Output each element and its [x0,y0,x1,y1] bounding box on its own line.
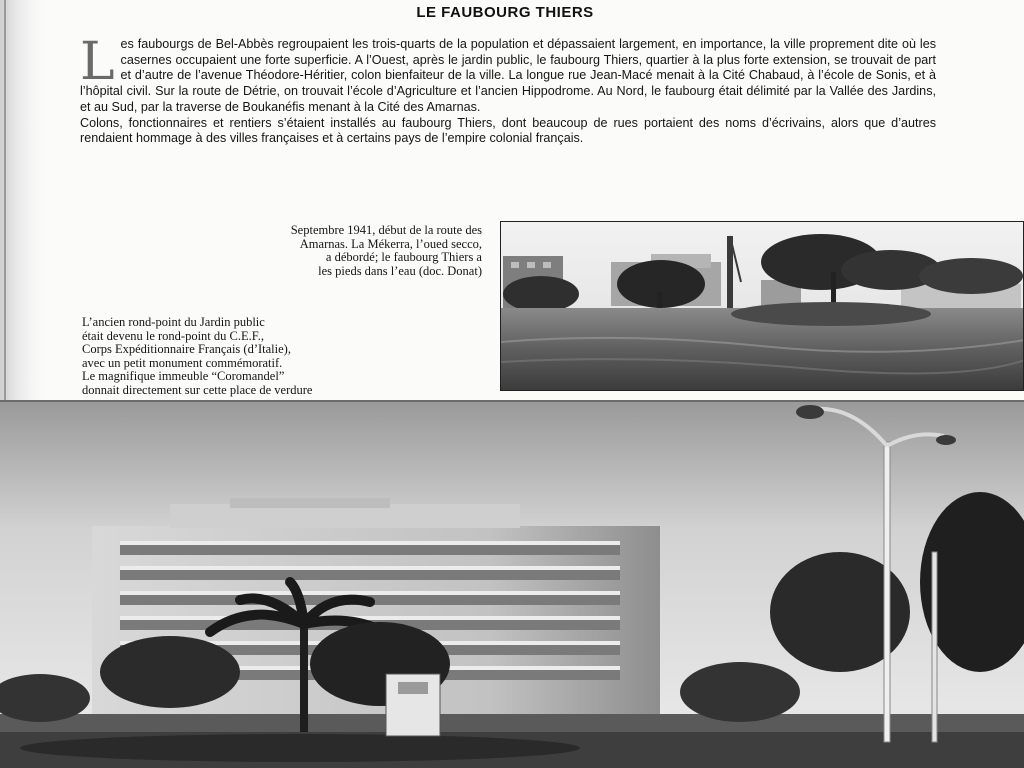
book-spine [0,0,46,405]
roundabout-caption-line: était devenu le rond-point du C.E.F., [82,328,264,343]
building-photo [0,402,1024,768]
roundabout-caption [82,316,482,397]
drop-cap: L [80,32,115,92]
flood-caption-line: Amarnas. La Mékerra, l’oued secco, [299,236,482,251]
roundabout-caption-line: avec un petit monument commémoratif. [82,355,283,370]
paragraph-1: es faubourgs de Bel-Abbès regroupaient les trois-quarts de la population et dépassaient largement, en importance, la ville proprement dite où les casernes occupaient une forte superficie. A l’Ouest, après le jardin public, le faubourg Thiers, quartier à la plus forte extension, se trouvait de part et d’autre de l’avenue Théodore-Héritier, colon bienfaiteur de la ville. La longue rue Jean-Macé menait à la Cité Chabaud, à l’école de Sonis, et à l’hôpital civil. Sur la route de Détrie, on trouvait l’école d’Agriculture et l’ancien Hippodrome. Au Nord, le faubourg était délimité par la Vallée des Jardins, et au Sud, par la traverse de Boukanéfis menant à la Cité des Amarnas. [80,37,936,114]
roundabout-caption-line: Le magnifique immeuble “Coromandel” [82,369,285,383]
flood-photo [500,221,1024,391]
flood-caption-line: Septembre 1941, début de la route des [290,223,482,237]
roundabout-caption-line: L’ancien rond-point du Jardin public [82,315,265,329]
flood-caption-line: les pieds dans l’eau (doc. Donat) [318,263,482,278]
roundabout-caption-line: donnait directement sur cette place de verdure [82,382,313,397]
article-body [80,32,936,147]
roundabout-caption-line: Corps Expéditionnaire Français (d’Italie), [82,342,291,356]
page-title: LE FAUBOURG THIERS [416,4,594,21]
flood-caption-line: a débordé; le faubourg Thiers a [325,250,482,264]
flood-photo-icon [501,222,1024,391]
coromandel-building-photo-icon [0,402,1024,768]
paragraph-2: Colons, fonctionnaires et rentiers s’étaient installés au faubourg Thiers, dont beaucoup de rues portaient des noms d’écrivains, alors que d’autres rendaient hommage à des villes françaises et à certains pays de l’empire colonial français. [80,115,936,146]
flood-caption [140,224,482,278]
